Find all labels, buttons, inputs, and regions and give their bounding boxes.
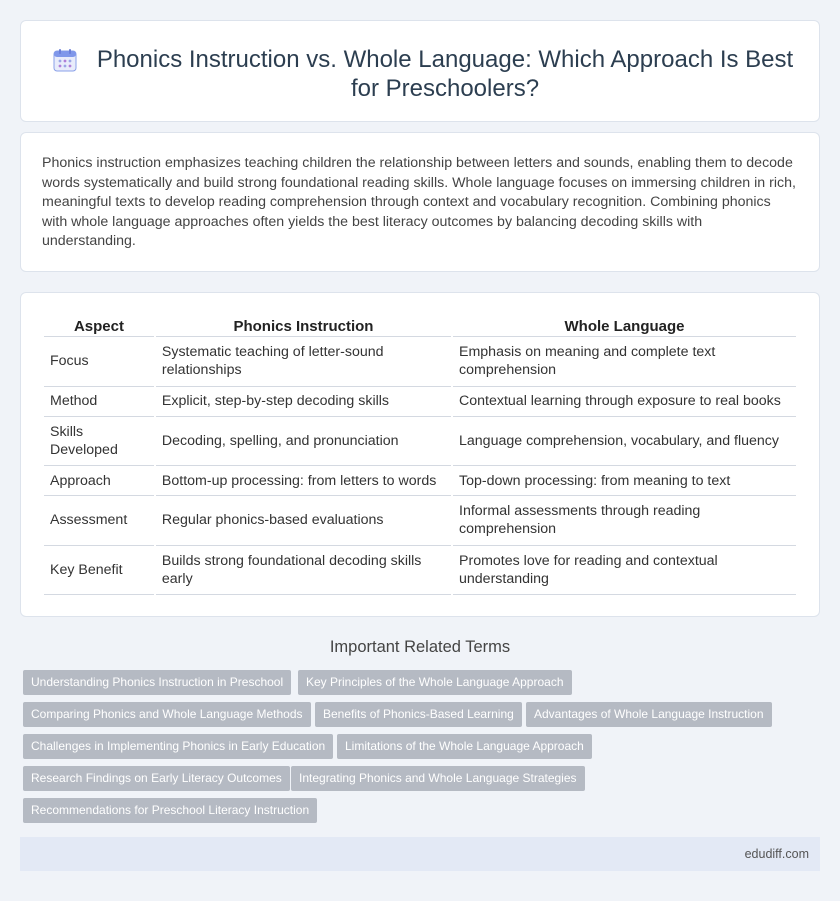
related-term-tag[interactable]: Key Principles of the Whole Language Approach: [298, 670, 572, 695]
related-terms-heading: Important Related Terms: [329, 638, 511, 656]
row-whole-language: Emphasis on meaning and complete text comprehension: [453, 337, 796, 387]
row-phonics: Decoding, spelling, and pronunciation: [156, 417, 451, 467]
related-term-tag[interactable]: Benefits of Phonics-Based Learning: [315, 702, 522, 727]
table-header-row: [44, 317, 796, 337]
row-whole-language: Informal assessments through reading comprehension: [453, 496, 796, 546]
table-row: [44, 546, 796, 596]
page-title: Phonics Instruction vs. Whole Language: Which Approach Is Best for Preschoolers?: [96, 46, 794, 102]
row-whole-language: Language comprehension, vocabulary, and fluency: [453, 417, 796, 467]
row-aspect: Assessment: [44, 496, 154, 546]
comparison-table-card: [20, 292, 820, 617]
table-row: [44, 387, 796, 417]
title-wrap: [21, 21, 819, 121]
title-card: [20, 20, 820, 122]
row-aspect: Key Benefit: [44, 546, 154, 596]
table-row: [44, 466, 796, 496]
calendar-icon: [53, 48, 77, 72]
row-phonics: Systematic teaching of letter-sound relationships: [156, 337, 451, 387]
header-whole-language: Whole Language: [453, 317, 796, 337]
related-term-tag[interactable]: Research Findings on Early Literacy Outcomes: [23, 766, 290, 791]
row-aspect: Skills Developed: [44, 417, 154, 467]
row-aspect: Focus: [44, 337, 154, 387]
summary-text: Phonics instruction emphasizes teaching children the relationship between letters and sounds, enabling them to decode words systematically and build strong foundational reading skills. Whole language focuses on immersing children in rich, meaningful texts to develop reading comprehension through context and vocabulary recognition. Combining phonics with whole language approaches often yields the best literacy outcomes by balancing decoding skills with understanding.: [42, 155, 796, 249]
row-whole-language: Top-down processing: from meaning to text: [453, 466, 796, 496]
row-phonics: Regular phonics-based evaluations: [156, 496, 451, 546]
footer-bar: [20, 837, 820, 871]
row-phonics: Bottom-up processing: from letters to words: [156, 466, 451, 496]
footer-site-link[interactable]: edudiff.com: [744, 847, 809, 861]
row-aspect: Approach: [44, 466, 154, 496]
table-row: [44, 417, 796, 467]
related-term-tag[interactable]: Comparing Phonics and Whole Language Methods: [23, 702, 311, 727]
table-row: [44, 496, 796, 546]
related-term-tag[interactable]: Recommendations for Preschool Literacy Instruction: [23, 798, 317, 823]
table-row: [44, 337, 796, 387]
row-phonics: Explicit, step-by-step decoding skills: [156, 387, 451, 417]
related-term-tag[interactable]: Limitations of the Whole Language Approach: [337, 734, 592, 759]
related-term-tag[interactable]: Advantages of Whole Language Instruction: [526, 702, 772, 727]
summary-card: [20, 132, 820, 272]
related-term-tag[interactable]: Challenges in Implementing Phonics in Early Education: [23, 734, 333, 759]
row-phonics: Builds strong foundational decoding skills early: [156, 546, 451, 596]
related-term-tag[interactable]: Integrating Phonics and Whole Language Strategies: [291, 766, 585, 791]
related-term-tag[interactable]: Understanding Phonics Instruction in Preschool: [23, 670, 291, 695]
comparison-table: [42, 317, 798, 595]
row-whole-language: Contextual learning through exposure to real books: [453, 387, 796, 417]
header-aspect: Aspect: [44, 317, 154, 337]
row-whole-language: Promotes love for reading and contextual understanding: [453, 546, 796, 596]
header-phonics: Phonics Instruction: [156, 317, 451, 337]
row-aspect: Method: [44, 387, 154, 417]
